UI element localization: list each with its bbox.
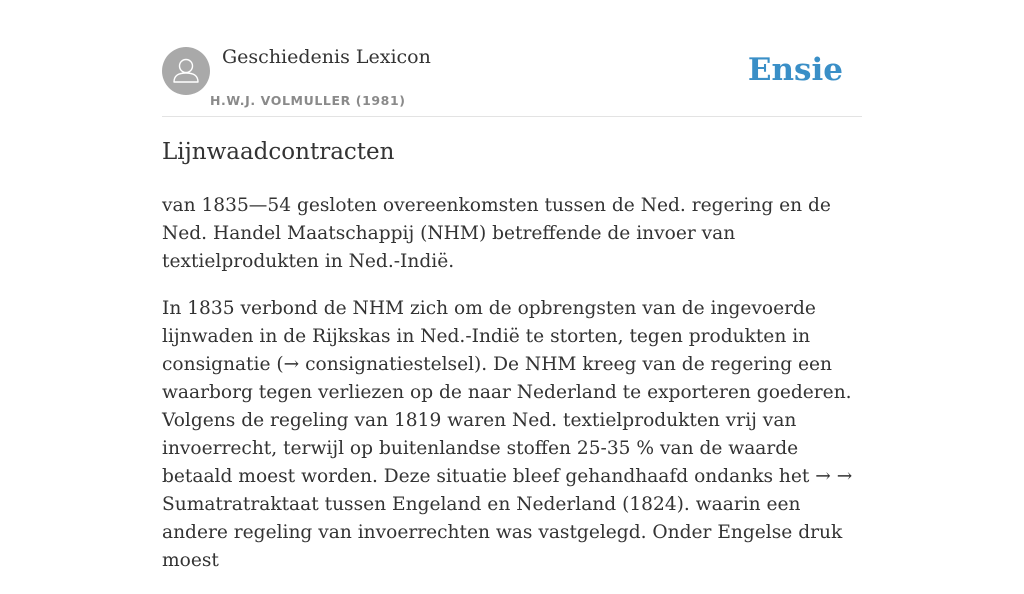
source-header [162, 46, 862, 117]
user-icon[interactable] [162, 47, 210, 95]
article-paragraph: van 1835—54 gesloten overeenkomsten tussen de Ned. regering en de Ned. Handel Maatschappij (NHM) betreffende de invoer van textielprodukten in Ned.-Indië. [162, 195, 831, 272]
source-title[interactable]: Geschiedenis Lexicon [222, 46, 431, 68]
article-paragraph: In 1835 verbond de NHM zich om de opbrengsten van de ingevoerde lijnwaden in de Rijkskas in Ned.-Indië te storten, tegen produkten in consignatie (→ consignatiestelsel). De NHM kreeg van de regering een waarborg tegen verliezen op de naar Nederland te exporteren goederen. Volgens de regeling van 1819 waren Ned. textielprodukten vrij van invoerrecht, terwijl op buitenlandse stoffen 25-35 % van de waarde betaald moest worden. Deze situatie bleef gehandhaafd ondanks het → → Sumatratraktaat tussen Engeland en Nederland (1824). waarin een andere regeling van invoerrechten was vastgelegd. Onder Engelse druk moest [162, 298, 853, 571]
article-title: Lijnwaadcontracten [162, 139, 395, 165]
article-body [162, 192, 864, 594]
source-author[interactable]: H.W.J. VOLMULLER (1981) [210, 93, 406, 108]
brand-logo[interactable]: Ensie [747, 52, 843, 88]
